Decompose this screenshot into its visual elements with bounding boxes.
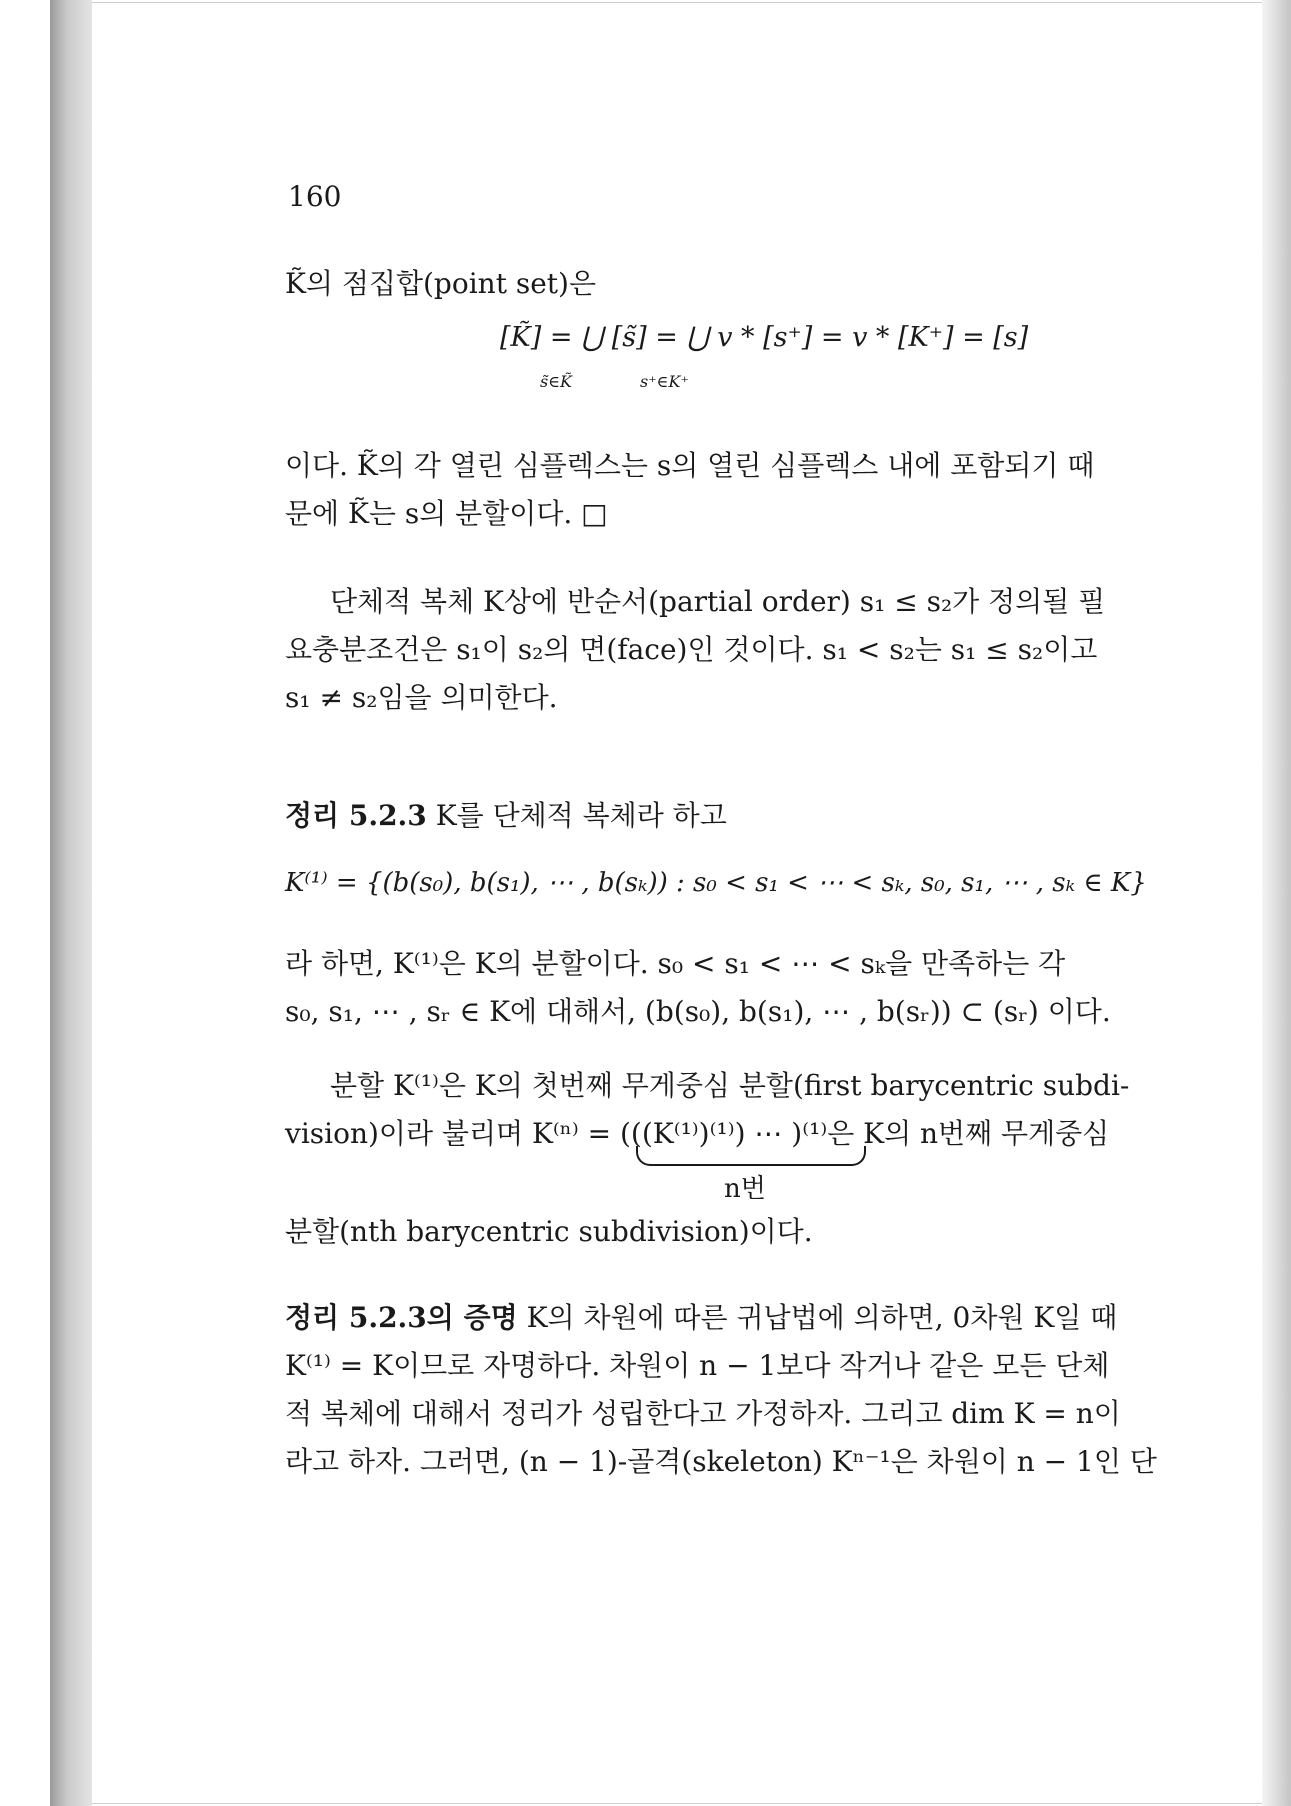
- text-line: 이다. K̃의 각 열린 심플렉스는 s의 열린 심플렉스 내에 포함되기 때: [285, 449, 1095, 482]
- text-line: 요충분조건은 s₁이 s₂의 면(face)인 것이다. s₁ < s₂는 s₁ ≤ s₂이고: [285, 633, 1098, 666]
- text-line: 분할 K⁽¹⁾은 K의 첫번째 무게중심 분할(first barycentric subdi-: [330, 1069, 1130, 1102]
- text-line: K̃의 점집합(point set)은: [285, 267, 597, 300]
- text-line: 단체적 복체 K상에 반순서(partial order) s₁ ≤ s₂가 정의될 필: [330, 585, 1106, 618]
- text-line: 라고 하자. 그러면, (n − 1)-골격(skeleton) Kⁿ⁻¹은 차원이 n − 1인 단: [285, 1445, 1157, 1478]
- text-line: 라 하면, K⁽¹⁾은 K의 분할이다. s₀ < s₁ < ⋯ < sₖ을 만족하는 각: [285, 947, 1066, 980]
- text-line: K⁽¹⁾ = K이므로 자명하다. 차원이 n − 1보다 작거나 같은 모든 단체: [285, 1349, 1110, 1382]
- book-page: [92, 2, 1270, 1804]
- text-line: s₁ ≠ s₂임을 의미한다.: [285, 681, 558, 714]
- equation-subscript: s̃∈K̃: [540, 372, 573, 391]
- theorem-label: 정리 5.2.3: [285, 799, 427, 832]
- theorem-text: K를 단체적 복체라 하고: [426, 799, 727, 832]
- page-number: 160: [288, 180, 342, 213]
- proof-text: K의 차원에 따른 귀납법에 의하면, 0차원 K일 때: [517, 1301, 1118, 1334]
- equation-barycentric: K⁽¹⁾ = {(b(s₀), b(s₁), ⋯ , b(sₖ)) : s₀ < s₁ < ⋯ < sₖ, s₀, s₁, ⋯ , sₖ ∈ K}: [285, 868, 1147, 898]
- text-line: 문에 K̃는 s의 분할이다. □: [285, 497, 608, 530]
- text-line: vision)이라 불리며 K⁽ⁿ⁾ = (((K⁽¹⁾)⁽¹⁾) ⋯ )⁽¹⁾은 K의 n번째 무게중심: [285, 1117, 1110, 1150]
- text-line: 적 복체에 대해서 정리가 성립한다고 가정하자. 그리고 dim K = n이: [285, 1397, 1121, 1430]
- book-spine: [50, 0, 92, 1806]
- underbrace: [636, 1146, 866, 1166]
- text-line: s₀, s₁, ⋯ , sᵣ ∈ K에 대해서, (b(s₀), b(s₁), ⋯ , b(sᵣ)) ⊂ (sᵣ) 이다.: [285, 995, 1111, 1028]
- equation-subscript: s⁺∈K⁺: [640, 372, 689, 391]
- text-line: 분할(nth barycentric subdivision)이다.: [285, 1215, 813, 1248]
- theorem-heading: [285, 794, 727, 834]
- equation-point-set: [K̃] = ⋃ [s̃] = ⋃ v * [s⁺] = v * [K⁺] = [s]: [500, 322, 1029, 353]
- page-right-edge: [1262, 0, 1291, 1806]
- proof-heading: [285, 1296, 1117, 1336]
- underbrace-label: n번: [724, 1174, 766, 1204]
- proof-label: 정리 5.2.3의 증명: [285, 1301, 518, 1334]
